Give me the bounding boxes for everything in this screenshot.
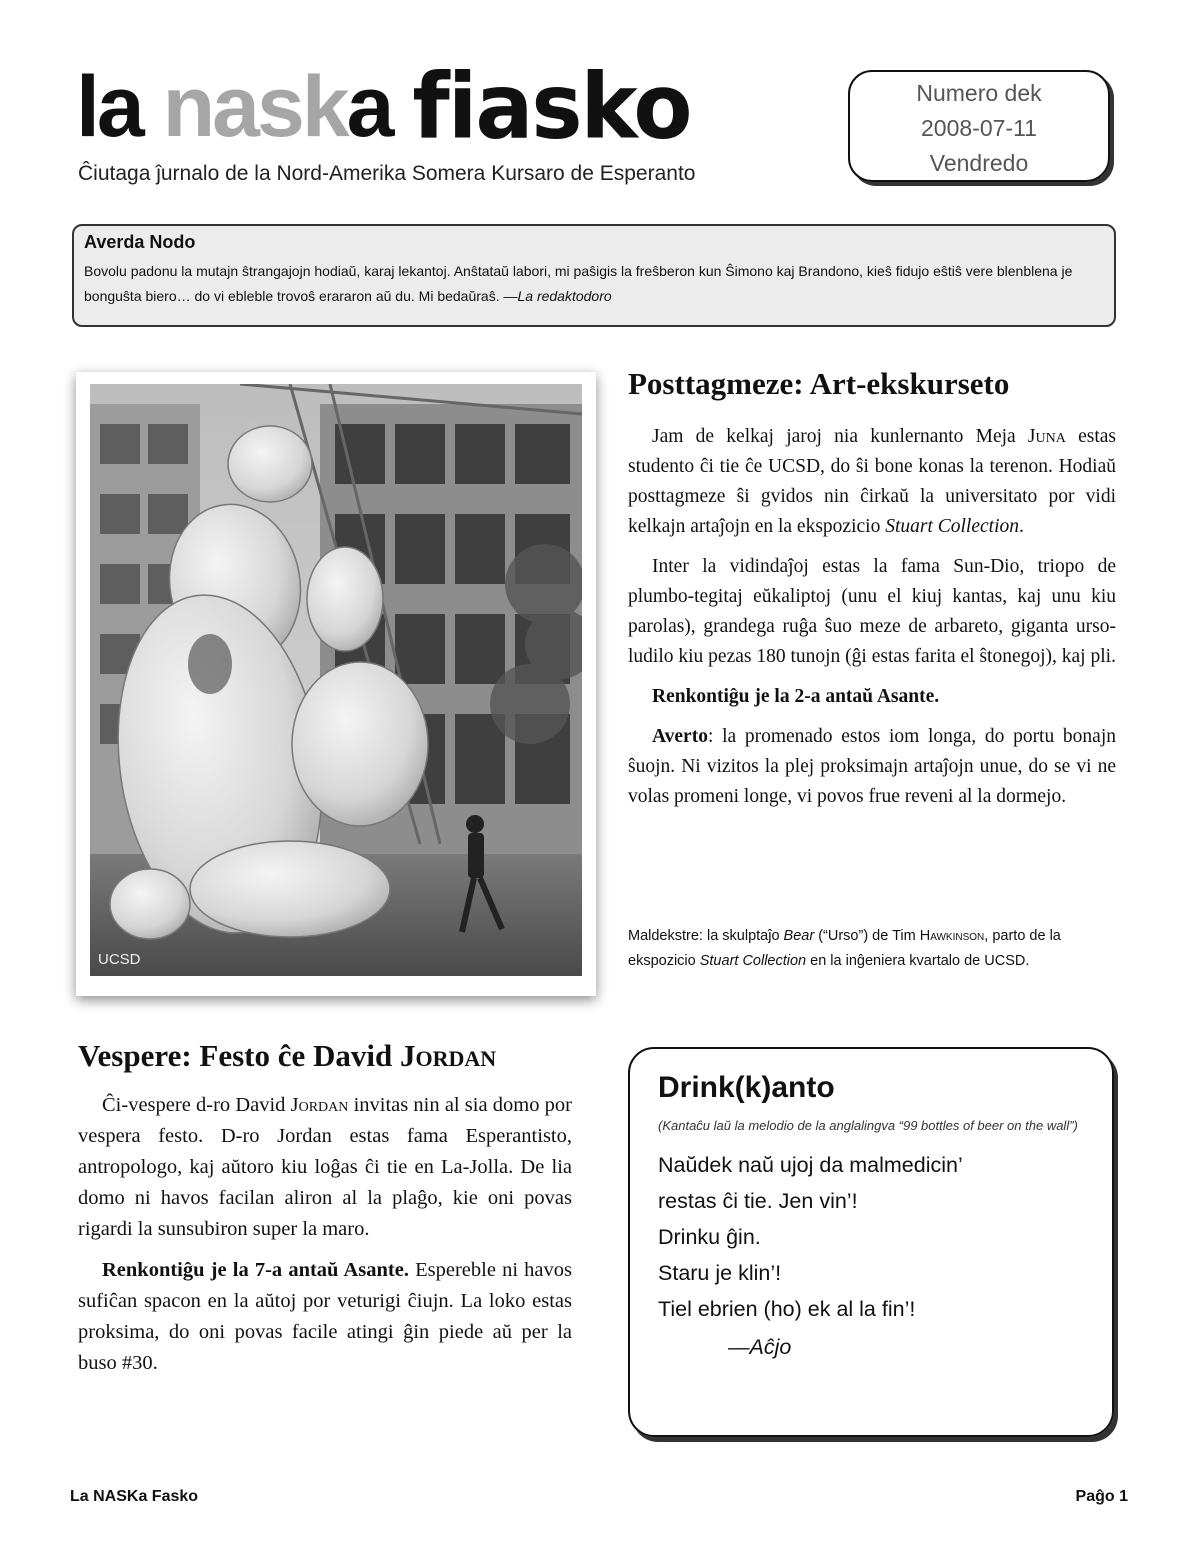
song-lyrics	[658, 1147, 1084, 1327]
notice-text	[84, 259, 1104, 309]
song-line: restas ĉi tie. Jen vin’!	[658, 1189, 858, 1213]
issue-weekday: Vendredo	[929, 150, 1029, 176]
caption-part: , parto de la ekspozicio	[628, 928, 1061, 969]
caption-sculpture-name: Bear	[783, 928, 815, 944]
issue-number: Numero dek	[916, 80, 1042, 106]
photo-frame	[76, 372, 596, 996]
caption-exhibition: Stuart Collection	[699, 953, 807, 969]
masthead-word-fiasko: fiasko	[412, 54, 691, 160]
article-art-body	[628, 422, 1116, 822]
masthead-word-nask: nask	[162, 59, 347, 155]
article-art-warning	[628, 722, 1116, 812]
caption-part: en la inĝeniera kvartalo de UCSD.	[806, 953, 1030, 969]
person-name-jordan: Jordan	[290, 1094, 349, 1116]
footer-publication-name: La NASKa Fasko	[70, 1488, 199, 1505]
notice-body: Bovolu padonu la mutajn ŝtrangajojn hodiaŭ, karaj lekantoj. Anŝtataŭ labori, mi paŝigis la freŝberon kun Ŝimono kaj Brandono, kieŝ fidujo eŝtiŝ vere blenblena je bonguŝta biero… do vi ebleble trovoŝ erararon aŭ du. Mi bedaŭraŝ. —	[84, 263, 1073, 304]
masthead-subtitle: Ĉiutaga ĵurnalo de la Nord-Amerika Somera Kursaro de Esperanto	[78, 162, 696, 185]
article-fest-body	[78, 1090, 572, 1389]
notice-signature: La redaktodoro	[517, 288, 612, 304]
article-fest-title	[78, 1038, 496, 1074]
photo-credit: UCSD	[98, 951, 141, 968]
article-fest-title-text: Vespere: Festo ĉe David	[78, 1038, 400, 1073]
article-fest-p1-part: Ĉi-vespere d-ro David	[102, 1094, 291, 1116]
issue-info-box	[848, 70, 1110, 182]
exhibition-name: Stuart Collection	[885, 516, 1019, 537]
issue-date: 2008-07-11	[921, 115, 1037, 141]
article-fest-title-name: Jordan	[400, 1038, 497, 1073]
article-art-p1-part: estas studento ĉi tie ĉe UCSD, do ŝi bone konas la terenon. Hodiaŭ posttagmeze ŝi gvidos nin ĉirkaŭ la universitato por vidi kelkajn artaĵojn en la ekspozicio	[628, 426, 1116, 537]
song-note: (Kantaĉu laŭ la melodio de la anglalingva “99 bottles of beer on the wall”)	[658, 1118, 1078, 1133]
song-line: Drinku ĝin.	[658, 1225, 761, 1249]
sculpture-photo	[90, 384, 582, 976]
song-line: Staru je klin’!	[658, 1261, 782, 1285]
article-fest-transport: Espereble ni havos sufiĉan spacon en la aŭtoj por veturigi ĉiujn. La loko estas proksima, do oni povas facile atingi ĝin piede aŭ per la buso #30.	[78, 1259, 572, 1374]
article-fest-paragraph-2	[78, 1255, 572, 1379]
footer-page-number: Paĝo 1	[1075, 1488, 1128, 1505]
article-art-meeting	[628, 682, 1116, 712]
article-art-meeting-text: Renkontiĝu je la 2-a antaŭ Asante.	[652, 686, 940, 707]
masthead-word-la: la	[76, 59, 142, 155]
article-fest-meeting: Renkontiĝu je la 7-a antaŭ Asante.	[102, 1259, 409, 1281]
article-art-p1-end: .	[1019, 516, 1024, 537]
notice-title: Averda Nodo	[84, 232, 196, 252]
sculpture-photo-image	[90, 384, 582, 976]
caption-part: (“Urso”) de Tim	[814, 928, 920, 944]
song-title: Drink(k)anto	[658, 1071, 835, 1104]
notice-box	[72, 224, 1116, 327]
caption-part: Maldekstre: la skulptaĵo	[628, 928, 784, 944]
article-art-paragraph-1	[628, 422, 1116, 542]
warning-text: : la promenado estos iom longa, do portu bonajn ŝuojn. Ni vizitos la plej proksimajn artaĵojn unue, do se vi ne volas promeni longe, vi povos frue reveni al la dormejo.	[628, 726, 1116, 807]
article-art-title: Posttagmeze: Art-ekskurseto	[628, 366, 1010, 401]
article-art-p1-part: Jam de kelkaj jaroj nia kunlernanto Meja	[652, 426, 1028, 447]
photo-caption	[628, 924, 1118, 974]
caption-artist-name: Hawkinson	[919, 928, 985, 944]
song-line: Naŭdek naŭ ujoj da malmedicin’	[658, 1153, 963, 1177]
song-box	[628, 1047, 1114, 1437]
article-art-paragraph-2: Inter la vidindaĵoj estas la fama Sun-Dio, triopo de plumbo-tegitaj eŭkaliptoj (unu el kiuj kantas, kaj unu kiu parolas), grandega ruĝa ŝuo meze de arbareto, giganta urso-ludilo kiu pezas 180 tunojn (ĝi estas farita el ŝtonegoj), kaj pli.	[628, 556, 1116, 667]
masthead-word-a: a	[346, 59, 392, 155]
person-name-juna: Juna	[1027, 426, 1066, 447]
masthead-title	[76, 54, 691, 160]
warning-label: Averto	[652, 726, 708, 747]
song-line: Tiel ebrien (ho) ek al la fin’!	[658, 1297, 916, 1321]
article-fest-paragraph-1	[78, 1090, 572, 1245]
song-author: —Aĉjo	[728, 1335, 792, 1359]
article-fest-p1-part: invitas nin al sia domo por vespera festo. D-ro Jordan estas fama Esperantisto, antropologo, kaj aŭtoro kiu loĝas ĉi tie en La-Jolla. De lia domo ni havos facilan aliron al la plaĝo, kie oni povas rigardi la sunsubiron super la maro.	[78, 1094, 572, 1240]
